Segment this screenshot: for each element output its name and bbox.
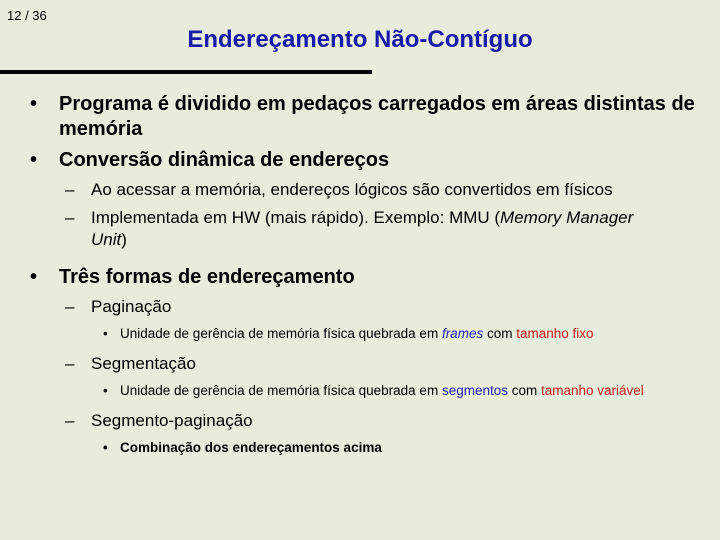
slide-content (0, 92, 720, 467)
sub-sub-bullet-item (103, 381, 690, 400)
detail-text: Combinação dos endereçamentos acima (120, 440, 382, 455)
title-underline (0, 70, 372, 74)
detail-text: Unidade de gerência de memória física quebrada em (120, 383, 442, 398)
detail-text: Unidade de gerência de memória física quebrada em (120, 326, 442, 341)
highlight-red-text: tamanho variável (541, 383, 644, 398)
dash-icon: – (65, 297, 75, 316)
sub-bullet-italic: Memory Manager Unit (91, 208, 634, 249)
sub-sub-bullet-item (103, 324, 690, 343)
dash-icon: – (65, 354, 75, 373)
highlight-blue-text: frames (441, 326, 484, 341)
bullet-item (30, 92, 699, 142)
sub-bullet-item (65, 410, 671, 432)
highlight-red-text: tamanho fixo (516, 326, 594, 341)
sub-bullet-text: Segmentação (91, 354, 196, 373)
sub-bullet-text: Segmento-paginação (91, 411, 253, 430)
bullet-icon: • (103, 440, 108, 455)
dash-icon: – (65, 411, 75, 430)
bullet-item (30, 265, 699, 290)
bullet-icon: • (103, 383, 108, 398)
sub-bullet-text: Paginação (91, 297, 172, 316)
dash-icon: – (65, 208, 75, 227)
slide-title-text: Endereçamento Não-Contíguo (187, 26, 533, 53)
dash-icon: – (65, 180, 75, 199)
sub-sub-bullet-item (103, 438, 690, 457)
bullet-icon: • (30, 266, 38, 288)
bullet-icon: • (30, 93, 38, 115)
detail-text: com (507, 383, 541, 398)
highlight-blue-text: segmentos (441, 383, 508, 398)
sub-bullet-text: Ao acessar a memória, endereços lógicos são convertidos em físicos (91, 180, 613, 199)
bullet-item (30, 148, 699, 173)
sub-bullet-item (65, 296, 671, 318)
bullet-icon: • (30, 149, 38, 171)
bullet-text: Programa é dividido em pedaços carregados em áreas distintas de memória (59, 93, 695, 140)
bullet-icon: • (103, 326, 108, 341)
slide-title (0, 26, 720, 54)
page-number: 12 / 36 (7, 8, 47, 23)
sub-bullet-text: Implementada em HW (mais rápido). Exemplo: MMU ( (91, 208, 501, 227)
sub-bullet-item (65, 179, 671, 201)
detail-text: com (483, 326, 517, 341)
sub-bullet-text-end: ) (121, 230, 127, 249)
sub-bullet-item (65, 207, 671, 251)
bullet-text: Três formas de endereçamento (59, 266, 355, 288)
bullet-text: Conversão dinâmica de endereços (59, 149, 390, 171)
sub-bullet-item (65, 353, 671, 375)
